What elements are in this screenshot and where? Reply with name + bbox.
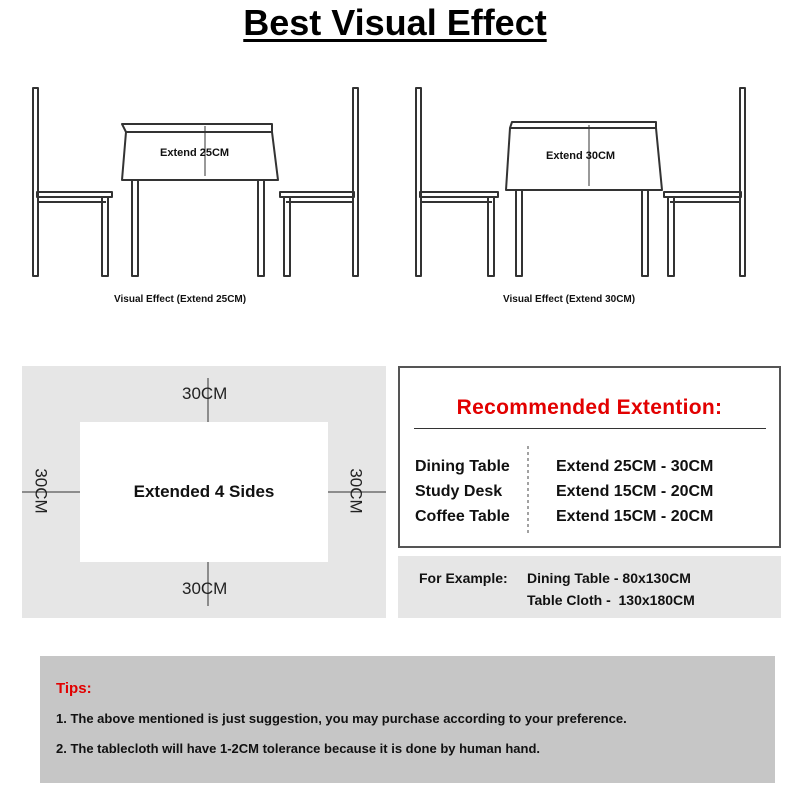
- rec-value-coffee-table: Extend 15CM - 20CM: [556, 508, 714, 525]
- rec-value-dining-table: Extend 25CM - 30CM: [556, 458, 714, 475]
- recommendation-column-divider: [527, 446, 529, 534]
- example-box: [398, 556, 781, 618]
- tip-item-2: 2. The tablecloth will have 1-2CM tolerance because it is done by human hand.: [56, 741, 541, 756]
- rec-value-study-desk: Extend 15CM - 20CM: [556, 483, 714, 500]
- tips-title: Tips:: [56, 680, 92, 697]
- page-title: Best Visual Effect: [243, 2, 547, 43]
- scene-1-drawing: [33, 88, 358, 276]
- top-measurement: 30CM: [182, 384, 228, 403]
- right-measurement: 30CM: [346, 468, 366, 514]
- example-prefix: For Example:: [419, 570, 508, 586]
- tip-item-1: 1. The above mentioned is just suggestion, you may purchase according to your preference.: [56, 711, 627, 726]
- recommendation-divider: [414, 428, 766, 429]
- rec-item-study-desk: Study Desk: [415, 483, 503, 500]
- rec-item-dining-table: Dining Table: [415, 458, 510, 475]
- recommendation-title: Recommended Extention:: [456, 396, 723, 419]
- bottom-measurement: 30CM: [182, 579, 228, 598]
- example-line-1: Dining Table - 80x130CM: [527, 570, 691, 586]
- scene-1-extend-label: Extend 25CM: [160, 147, 230, 159]
- extended-sides-label: Extended 4 Sides: [133, 482, 275, 501]
- scene-1-caption: Visual Effect (Extend 25CM): [114, 294, 247, 305]
- scene-2-drawing: [416, 88, 745, 276]
- rec-item-coffee-table: Coffee Table: [415, 508, 510, 525]
- scene-2-caption: Visual Effect (Extend 30CM): [503, 294, 636, 305]
- table-scenes-illustration: [0, 70, 790, 290]
- scene-2-extend-label: Extend 30CM: [546, 150, 616, 162]
- example-line-2: Table Cloth - 130x180CM: [527, 592, 695, 608]
- left-measurement: 30CM: [31, 468, 51, 514]
